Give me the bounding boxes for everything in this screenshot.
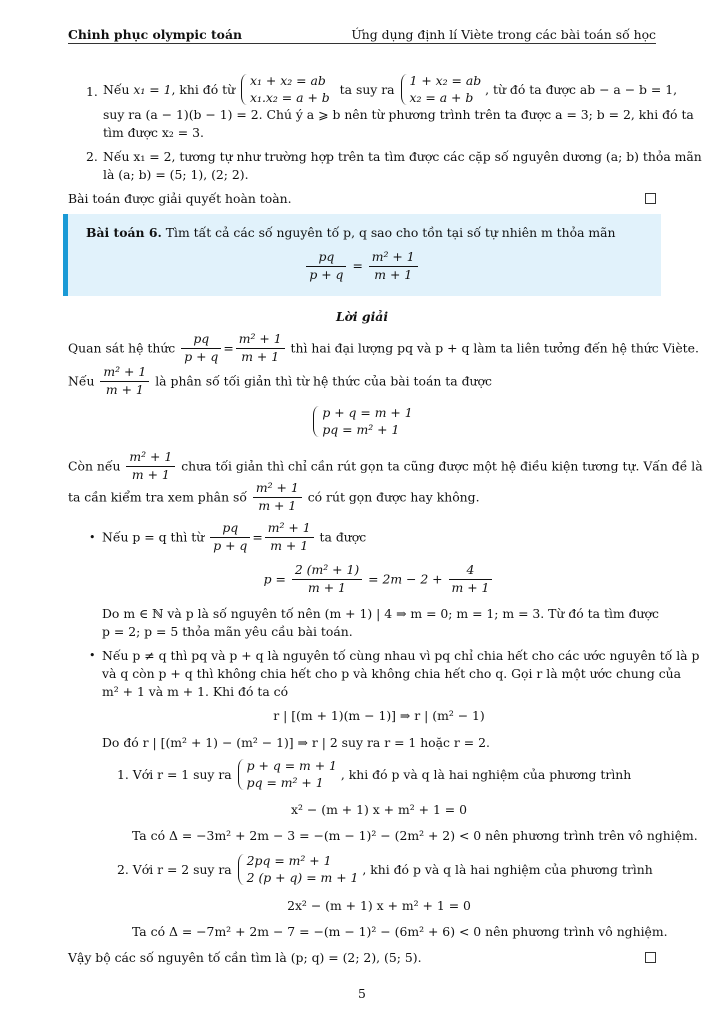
case-1-system-b: 1 + x₂ = ab x₂ = a + b [399, 73, 482, 106]
case-1-x1: x₁ = 1 [133, 81, 172, 97]
case-1-line-3: tìm được x₂ = 3. [103, 125, 204, 140]
bullet-1-line-1: Nếu p = q thì từ $\frac{pq}{p + q}$ = $\frac{\text{m² + 1}}{m + 1}$ ta được [102, 520, 367, 553]
bullet-2-line-1: Nếu p ≠ q thì pq và p + q là nguyên tố cùng nhau vì pq chỉ chia hết cho các ước nguyên tố là p [102, 648, 700, 663]
conclusion: Vậy bộ các số nguyên tố cần tìm là (p; q) = (2; 2), (5; 5). [68, 950, 422, 965]
running-header [68, 27, 656, 44]
paragraph-3: Còn nếu $\frac{\text{m² + 1}}{m + 1}$ chưa tối giản thì chỉ cần rút gọn ta cũng được một hệ điều kiện tương tự. Vấn đề là [68, 449, 703, 482]
page-number: 5 [358, 986, 366, 1001]
solution-title: Lời giải [335, 309, 389, 324]
case-1-text-b: , khi đó từ [171, 81, 236, 97]
header-right: Ứng dụng định lí Viète trong các bài toán số học [351, 27, 656, 42]
case-2-number: 2. [86, 149, 98, 164]
problem-statement [86, 225, 616, 241]
problem-text: Tìm tất cả các số nguyên tố p, q sao cho tồn tại số tự nhiên m thỏa mãn [165, 225, 616, 240]
case-1-text-a: Nếu [103, 81, 134, 97]
case-1-line-2: suy ra (a − 1)(b − 1) = 2. Chú ý a ⩾ b nên từ phương trình trên ta được a = 3; b = 2, khi đó ta [103, 107, 694, 122]
case-2-line-2: là (a; b) = (5; 1), (2; 2). [103, 167, 249, 182]
subcase-2: 2. Với r = 2 suy ra 2pq = m² + 1 2 (p + q) = m + 1 , khi đó p và q là hai nghiệm của phương trình [117, 853, 653, 885]
case-1-number: 1. [86, 84, 98, 99]
bullet-2-line-3: m² + 1 và m + 1. Khi đó ta có [102, 684, 289, 699]
bullet-2-line-2: và q còn p + q thì không chia hết cho p và không chia hết cho q. Gọi r là một ước chung của [102, 666, 682, 681]
problem-equation: $\frac{pq}{p + q}$ = $\frac{\text{m² + 1}}{m + 1}$ [68, 250, 656, 283]
bullet-1-equation: p = $\frac{\text{2 (m² + 1)}}{m + 1}$ = 2m − 2 + $\frac{4}{m + 1}$ [102, 563, 656, 596]
case-1-text-d: , từ đó ta được ab − a − b = 1, [485, 81, 678, 97]
paragraph-3-line-2: ta cần kiểm tra xem phân số $\frac{\text{m² + 1}}{m + 1}$ có rút gọn được hay không. [68, 480, 480, 513]
header-left: Chinh phục olympic toán [68, 27, 242, 42]
subcase-1-equation: x² − (m + 1) x + m² + 1 = 0 [291, 802, 467, 817]
bullet-1-line-2: Do m ∈ ℕ và p là số nguyên tố nên (m + 1) | 4 ⇒ m = 0; m = 1; m = 3. Từ đó ta tìm được [102, 606, 659, 621]
case-1-system-a: x₁ + x₂ = ab x₁.x₂ = a + b [239, 73, 330, 106]
case-2-line-1: Nếu x₁ = 2, tương tự như trường hợp trên ta tìm được các cặp số nguyên dương (a; b) thỏa mãn [103, 149, 702, 164]
subcase-1: 1. Với r = 1 suy ra p + q = m + 1 pq = m² + 1 , khi đó p và q là hai nghiệm của phương trình [117, 758, 632, 790]
case-1-text-c: ta suy ra [339, 81, 395, 97]
paragraph-2: Nếu $\frac{\text{m² + 1}}{m + 1}$ là phân số tối giản thì từ hệ thức của bài toán ta được [68, 364, 492, 397]
qed-square-2 [645, 952, 656, 963]
bullet-1-line-3: p = 2; p = 5 thỏa mãn yêu cầu bài toán. [102, 624, 353, 639]
subcase-2-equation: 2x² − (m + 1) x + m² + 1 = 0 [287, 898, 471, 913]
qed-square [645, 193, 656, 204]
paragraph-1: Quan sát hệ thức $\frac{pq}{p + q}$ = $\frac{\text{m² + 1}}{m + 1}$ thì hai đại lượng pq và p + q làm ta liên tưởng đến hệ thức Viète. [68, 331, 699, 364]
subcase-2-delta: Ta có Δ = −7m² + 2m − 7 = −(m − 1)² − (6m² + 6) < 0 nên phương trình vô nghiệm. [132, 924, 668, 939]
bullet-1-marker: • [89, 531, 96, 544]
bullet-2-marker: • [89, 649, 96, 662]
completion-sentence: Bài toán được giải quyết hoàn toàn. [68, 191, 292, 206]
subcase-1-delta: Ta có Δ = −3m² + 2m − 3 = −(m − 1)² − (2m² + 2) < 0 nên phương trình trên vô nghiệm. [132, 828, 698, 843]
bullet-2-line-4: Do đó r | [(m² + 1) − (m² − 1)] ⇒ r | 2 suy ra r = 1 hoặc r = 2. [102, 735, 490, 750]
system-1: p + q = m + 1 pq = m² + 1 [68, 405, 656, 438]
problem-label: Bài toán 6. [86, 225, 162, 240]
bullet-2-equation-1: r | [(m + 1)(m − 1)] ⇒ r | (m² − 1) [273, 708, 485, 723]
